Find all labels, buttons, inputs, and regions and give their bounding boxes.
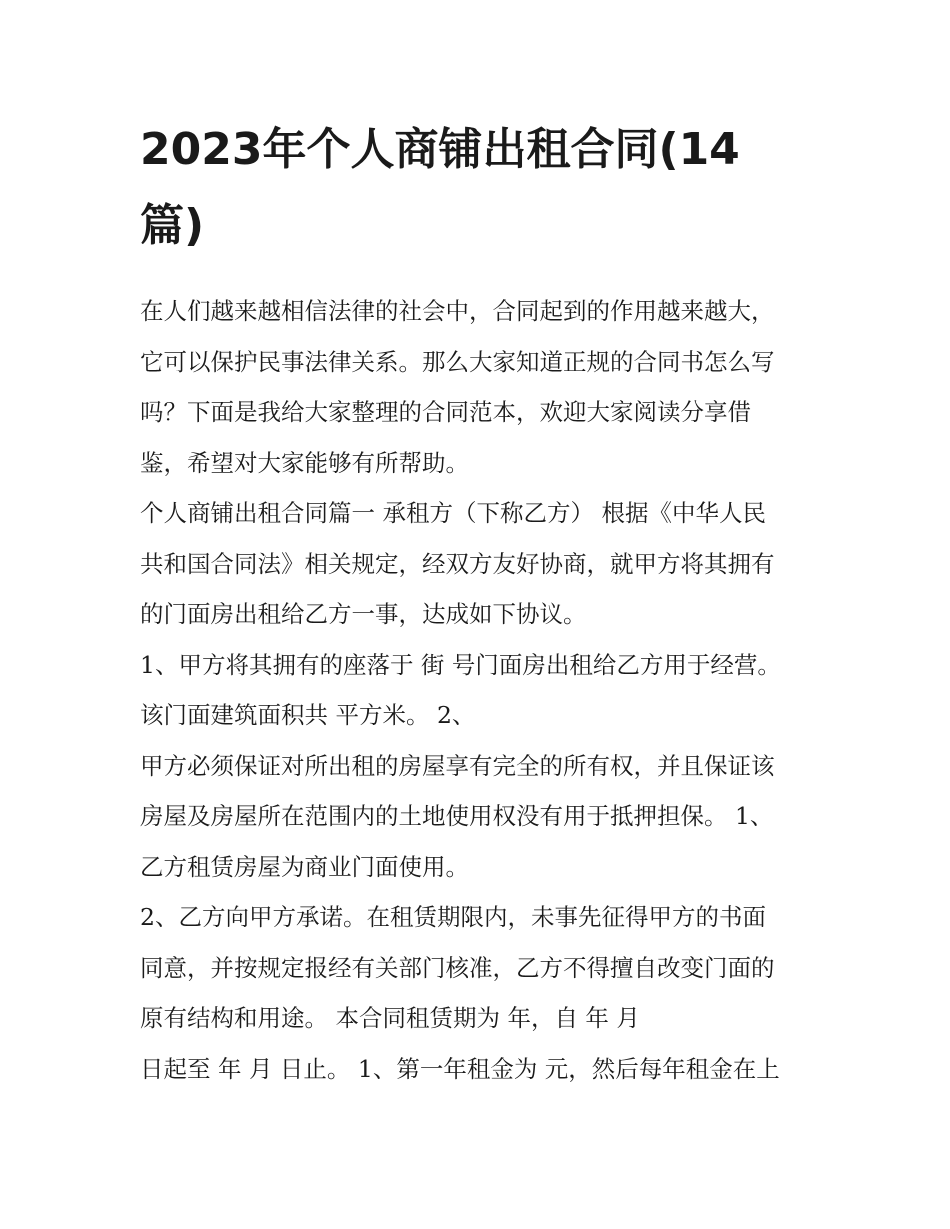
body-line: 房屋及房屋所在范围内的土地使用权没有用于抵押担保。 1、 [140,802,774,830]
body-line: 共和国合同法》相关规定，经双方友好协商，就甲方将其拥有 [140,549,775,578]
body-line: 的门面房出租给乙方一事，达成如下协议。 [140,600,587,628]
body-line: 个人商铺出租合同篇一 承租方（下称乙方） 根据《中华人民 [140,499,766,527]
body-line: 原有结构和用途。 本合同租赁期为 年，自 年 月 [140,1004,640,1032]
document-title [140,112,820,264]
body-line: 它可以保护民事法律关系。那么大家知道正规的合同书怎么写 [140,347,775,376]
body-line: 该门面建筑面积共 平方米。 2、 [140,701,476,729]
document-body [140,286,820,1094]
document-page [140,112,820,1094]
body-line: 2、乙方向甲方承诺。在租赁期限内，未事先征得甲方的书面 [140,903,766,931]
title-line: 2023年个人商铺出租合同(14 [140,124,740,175]
body-line: 乙方租赁房屋为商业门面使用。 [140,852,469,881]
body-line: 同意，并按规定报经有关部门核准，乙方不得擅自改变门面的 [140,953,775,982]
body-line: 吗？下面是我给大家整理的合同范本，欢迎大家阅读分享借 [140,398,751,426]
body-line: 甲方必须保证对所出租的房屋享有完全的所有权，并且保证该 [140,751,775,780]
body-line: 在人们越来越相信法律的社会中，合同起到的作用越来越大， [140,297,775,325]
body-line: 鉴，希望对大家能够有所帮助。 [140,448,469,477]
body-line: 1、甲方将其拥有的座落于 街 号门面房出租给乙方用于经营。 [140,650,781,679]
body-line: 日起至 年 月 日止。 1、第一年租金为 元，然后每年租金在上 [140,1054,780,1083]
title-line: 篇) [140,200,205,251]
